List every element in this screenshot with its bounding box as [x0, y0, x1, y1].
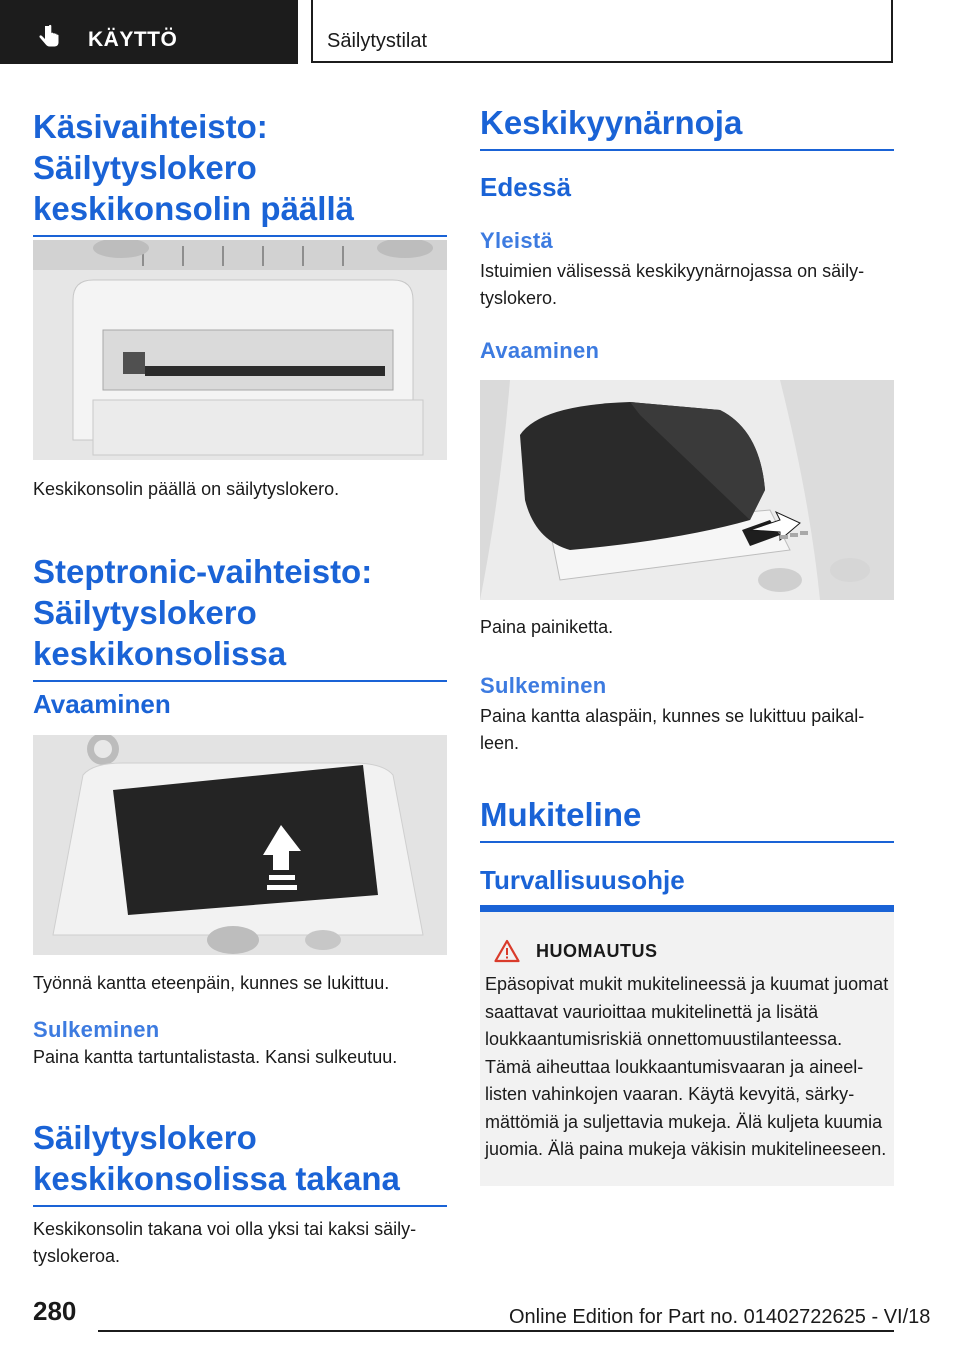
- section-heading: Käsivaihteisto: Säilytyslokero keskikonsolin päällä: [33, 106, 447, 237]
- page-number: 280: [33, 1296, 77, 1326]
- subsection-heading: Turvallisuusohje: [480, 865, 685, 895]
- section-title: Säilytystilat: [327, 30, 428, 52]
- warning-triangle-icon: [494, 939, 520, 963]
- caption-armrest: [480, 614, 894, 641]
- subsection-heading: Sulkeminen: [33, 1017, 160, 1042]
- body-text: Istuimien välisessä keskikyynärnojassa on säilytyslokero.: [480, 261, 865, 308]
- heading-steptronic-storage: [33, 551, 447, 682]
- caption-console-storage: [33, 476, 447, 503]
- warning-title: HUOMAUTUS: [536, 940, 658, 961]
- heading-rear-storage: [33, 1117, 447, 1207]
- subsection-heading: Yleistä: [480, 228, 554, 253]
- body-text: Paina kantta tartuntalistasta. Kansi sulkeutuu.: [33, 1047, 398, 1067]
- warning-box: [480, 905, 894, 1186]
- hand-pointer-icon: [36, 24, 62, 50]
- figure-armrest: [480, 380, 894, 600]
- figure-console-storage: [33, 240, 447, 460]
- subsection-heading: Avaaminen: [480, 338, 600, 363]
- heading-open-left: [33, 689, 447, 720]
- heading-front: [480, 172, 894, 203]
- block-general: [480, 228, 894, 312]
- heading-armrest: [480, 102, 894, 151]
- chapter-tab[interactable]: [0, 0, 298, 64]
- subsection-heading: Edessä: [480, 172, 572, 202]
- caption-text: Työnnä kantta eteenpäin, kunnes se lukittuu.: [33, 973, 390, 993]
- footer-edition: Online Edition for Part no. 01402722625 - VI/18: [509, 1306, 931, 1328]
- section-heading: Säilytyslokero keskikonsolissa takana: [33, 1117, 447, 1207]
- caption-text: Keskikonsolin päällä on säilytyslokero.: [33, 479, 340, 499]
- chapter-tab-label: KÄYTTÖ: [88, 28, 178, 51]
- subsection-heading: Sulkeminen: [480, 673, 607, 698]
- section-heading: Keskikyynärnoja: [480, 102, 894, 151]
- section-header: [311, 0, 893, 63]
- caption-text: Paina painiketta.: [480, 617, 614, 637]
- heading-manual-storage: [33, 106, 447, 237]
- caption-sliding-cover: [33, 970, 447, 997]
- block-close-left: [33, 1017, 447, 1071]
- warning-text: Epäsopivat mukit mukitelineessä ja kuumat juomat saattavat vaurioittaa mukitelinettä ja lisätä loukkaantumisriskiä onnettomuustilanteessa. Tämä aiheuttaa loukkaantumisvaaran ja aineellisten vahinkojen vaaran. Käytä kevyitä, särkymättömiä ja suljettavia mukeja. Älä kuljeta kuumia juomia. Älä paina mukeja väkisin mukitelineeseen.: [485, 974, 889, 1159]
- warning-header: [494, 939, 658, 963]
- heading-safety: [480, 865, 894, 896]
- heading-cupholder: [480, 794, 894, 843]
- section-heading: Mukiteline: [480, 794, 894, 843]
- section-heading: Steptronic-vaihteisto: Säilytyslokero keskikonsolissa: [33, 551, 447, 682]
- heading-open-right: [480, 338, 894, 364]
- body-rear-storage: [33, 1216, 447, 1270]
- figure-sliding-cover: [33, 735, 447, 955]
- block-close-right: [480, 673, 894, 757]
- subsection-heading: Avaaminen: [33, 689, 171, 719]
- footer-divider: [98, 1330, 894, 1332]
- body-text: Paina kantta alaspäin, kunnes se lukittuu paikalleen.: [480, 706, 865, 753]
- body-text: Keskikonsolin takana voi olla yksi tai kaksi säilytyslokeroa.: [33, 1219, 417, 1266]
